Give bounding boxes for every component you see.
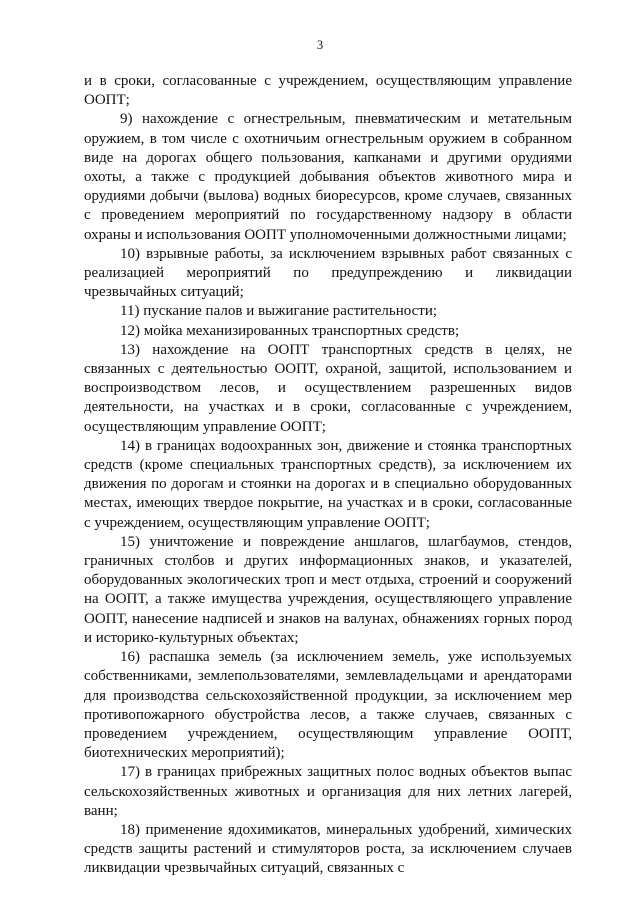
list-item-9: 9) нахождение с огнестрельным, пневматическим и метательным оружием, в том числе с охотничьим огнестрельным оружием в собранном виде на дорогах общего пользования, капканами и другими орудиями охоты, а также с продукцией добывания объектов животного мира и орудиями добычи (вылова) водных биоресурсов, кроме случаев, связанных с проведением мероприятий по государственному надзору в области охраны и использования ООПТ уполномоченными должностными лицами;: [84, 111, 572, 243]
document-body: [84, 72, 572, 879]
list-item-16: 16) распашка земель (за исключением земель, уже используемых собственниками, землепользователями, землевладельцами и арендаторами для производства сельскохозяйственной продукции, за исключением мер противопожарного обустройства лесов, а также случаев, связанных с проведением учреждением, осуществляющим управление ООПТ, биотехнических мероприятий);: [84, 649, 572, 762]
list-item-18: 18) применение ядохимикатов, минеральных удобрений, химических средств защиты растений и стимуляторов роста, за исключением случаев ликвидации чрезвычайных ситуаций, связанных с: [84, 821, 572, 877]
paragraph-continuation: и в сроки, согласованные с учреждением, осуществляющим управление ООПТ;: [84, 73, 572, 109]
list-item-10: 10) взрывные работы, за исключением взрывных работ связанных с реализацией мероприятий по предупреждению и ликвидации чрезвычайных ситуаций;: [84, 245, 572, 301]
list-item-11: 11) пускание палов и выжигание растительности;: [120, 303, 438, 320]
list-item-14: 14) в границах водоохранных зон, движение и стоянка транспортных средств (кроме специальных транспортных средств), за исключением их движения по дорогам и стоянки на дорогах и в специально оборудованных местах, имеющих твердое покрытие, на участках и в сроки, согласованные с учреждением, осуществляющим управление ООПТ;: [84, 437, 572, 531]
page-number: 3: [316, 38, 324, 52]
list-item-17: 17) в границах прибрежных защитных полос водных объектов выпас сельскохозяйственных животных и организация для них летних лагерей, ванн;: [84, 764, 572, 819]
list-item-15: 15) уничтожение и повреждение аншлагов, шлагбаумов, стендов, граничных столбов и других информационных знаков, и указателей, оборудованных экологических троп и мест отдыха, строений и сооружений на ООПТ, а также имущества учреждения, осуществляющего управление ООПТ, нанесение надписей и знаков на валунах, обнажениях горных пород и историко-культурных объектах;: [84, 533, 572, 646]
list-item-13: 13) нахождение на ООПТ транспортных средств в целях, не связанных с деятельностью ООПТ, охраной, защитой, использованием и воспроизводством лесов, и осуществлением разрешенных видов деятельности, на участках и в сроки, согласованные с учреждением, осуществляющим управление ООПТ;: [84, 341, 572, 435]
list-item-12: 12) мойка механизированных транспортных средств;: [120, 322, 460, 339]
